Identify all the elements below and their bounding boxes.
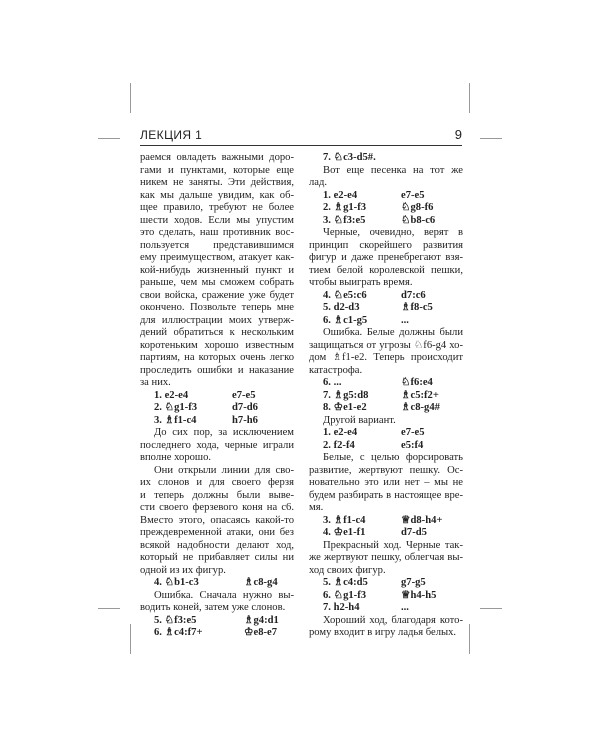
- black-move: e7-e5: [401, 189, 425, 201]
- black-move: ♗c8-g4: [244, 577, 278, 588]
- move-row: [309, 577, 463, 590]
- white-move: 2. ♗g1-f3: [323, 202, 367, 213]
- paragraph: [140, 465, 294, 578]
- white-move: 1. e2-e4: [323, 427, 358, 438]
- text-line: развитие, жертвуют пешку. Ос-: [309, 464, 463, 476]
- move-row: [140, 615, 294, 628]
- move-row: [309, 315, 463, 328]
- text-line: за них.: [140, 377, 171, 388]
- move-row: [309, 202, 463, 215]
- right-column: [309, 152, 463, 640]
- move-row: [309, 215, 463, 228]
- text-line: водить коней, затем уже слонов.: [140, 602, 286, 613]
- text-line: одной из их фигур.: [140, 564, 226, 576]
- move-row: [309, 440, 463, 453]
- paragraph: [309, 415, 463, 428]
- white-move: 1. e2-e4: [154, 389, 189, 401]
- black-move: ♗f8-c5: [401, 302, 433, 313]
- text-line: Ошибка. Сначала нужно вы-: [154, 589, 294, 601]
- text-line: и теперь должны были выве-: [140, 489, 294, 501]
- text-line: дом ♗f1-e2. Теперь происходит: [309, 352, 463, 363]
- text-line: лад.: [309, 177, 328, 188]
- text-line: принцип скорейшего развития: [309, 239, 463, 251]
- move-list: [140, 390, 294, 428]
- text-line: вполне хорошо.: [140, 452, 212, 463]
- move-list: [309, 515, 463, 540]
- text-line: это сделать, наш противник вос-: [140, 227, 294, 238]
- text-line: гами и пунктами, которые еще: [140, 164, 294, 176]
- white-move: 5. d2-d3: [323, 302, 360, 313]
- text-line: Вместо этого, опасаясь какой-то: [140, 514, 294, 526]
- white-move: 6. ...: [323, 377, 342, 388]
- text-line: До сих пор, за исключением: [154, 427, 294, 438]
- move-row: [309, 152, 463, 165]
- move-list: [309, 377, 463, 415]
- text-line: Хороший ход, благодаря кото-: [323, 614, 463, 626]
- paragraph: [309, 540, 463, 578]
- move-row: [309, 290, 463, 303]
- text-line: Белые, с целью форсировать: [323, 452, 463, 463]
- move-row: [309, 190, 463, 203]
- black-move: e5:f4: [401, 439, 424, 451]
- move-row: [140, 577, 294, 590]
- white-move: 4. ♔e1-f1: [323, 527, 366, 538]
- text-line: последнего хода, черные играли: [140, 439, 294, 451]
- white-move: 4. ♘e5:c6: [323, 289, 367, 301]
- move-row: [309, 402, 463, 415]
- move-row: [309, 377, 463, 390]
- white-move: 3. ♗f1-c4: [154, 414, 197, 426]
- crop-mark: [480, 138, 502, 139]
- text-line: их слонов и для своего ферзя: [140, 477, 294, 488]
- text-line: преждевременной атаки, они без: [140, 527, 294, 538]
- text-line: Они открыли линии для сво-: [154, 464, 294, 476]
- left-column: [140, 152, 294, 640]
- black-move: ♘f6:e4: [401, 377, 433, 388]
- black-move: g7-g5: [401, 577, 426, 588]
- crop-mark: [130, 83, 131, 113]
- text-line: Черные, очевидно, верят в: [323, 227, 463, 238]
- white-move: 2. f2-f4: [323, 439, 355, 451]
- text-line: Другой вариант.: [323, 414, 396, 426]
- text-line: будем разбирать в настоящее вре-: [309, 489, 463, 501]
- move-row: [309, 302, 463, 315]
- black-move: ♘g8-f6: [401, 202, 434, 213]
- black-move: ♔e8-e7: [244, 627, 278, 638]
- text-line: как мы дальше увидим, как об-: [140, 189, 294, 201]
- crop-mark: [98, 608, 120, 609]
- white-move: 6. ♘g1-f3: [323, 589, 367, 601]
- move-row: [140, 415, 294, 428]
- text-line: рому входит в игру ладья белых.: [309, 627, 457, 638]
- crop-mark: [480, 608, 502, 609]
- paragraph: [309, 165, 463, 190]
- text-line: проследить ошибки и наказание: [140, 364, 294, 376]
- move-row: [140, 390, 294, 403]
- text-line: мя.: [309, 502, 324, 513]
- white-move: 7. ♗g5:d8: [323, 389, 369, 401]
- black-move: ♕d8-h4+: [401, 514, 443, 526]
- header-rule: [140, 145, 462, 146]
- text-line: Ошибка. Белые должны были: [323, 327, 463, 338]
- move-row: [309, 602, 463, 615]
- white-move: 4. ♘b1-c3: [154, 577, 199, 588]
- black-move: d7-d6: [232, 402, 258, 413]
- text-line: дений обратиться к нескольким: [140, 327, 294, 338]
- black-move: ...: [401, 602, 409, 613]
- white-move: 3. ♗f1-c4: [323, 514, 366, 526]
- white-move: 6. ♗c4:f7+: [154, 627, 203, 638]
- move-row: [309, 515, 463, 528]
- white-move: 7. ♘c3-d5#.: [323, 152, 376, 163]
- text-line: ему преимуществом, атакует как-: [140, 252, 294, 263]
- white-move: 3. ♘f3:e5: [323, 214, 366, 226]
- paragraph: [140, 152, 294, 390]
- black-move: ♗c5:f2+: [401, 389, 439, 401]
- text-line: сти своего ферзевого коня на c6.: [140, 502, 294, 513]
- white-move: 6. ♗c1-g5: [323, 314, 368, 326]
- text-line: партиям, на которых очень легко: [140, 352, 294, 363]
- black-move: h7-h6: [232, 414, 258, 426]
- black-move: ♗g4:d1: [244, 614, 279, 626]
- move-row: [309, 527, 463, 540]
- move-list: [309, 577, 463, 615]
- text-line: пользуется представившимся: [140, 239, 294, 251]
- black-move: ...: [401, 314, 409, 326]
- page-number: 9: [454, 127, 462, 142]
- move-row: [140, 627, 294, 640]
- text-line: шести ходов. Если мы упустим: [140, 214, 294, 226]
- chapter-title: ЛЕКЦИЯ 1: [140, 128, 203, 142]
- crop-mark: [469, 83, 470, 113]
- paragraph: [309, 452, 463, 515]
- text-line: коротеньким хорошо известным: [140, 339, 294, 351]
- paragraph: [140, 427, 294, 465]
- text-line: раемся овладеть важными доро-: [140, 152, 294, 163]
- white-move: 5. ♗c4:d5: [323, 577, 368, 588]
- text-line: фигур и даже пренебрегают взя-: [309, 252, 463, 263]
- paragraph: [309, 227, 463, 290]
- black-move: d7:c6: [401, 289, 426, 301]
- move-list: [309, 427, 463, 452]
- text-line: Вот еще песенка на тот же: [323, 164, 463, 176]
- paragraph: [309, 327, 463, 377]
- text-line: же жертвуют пешку, облегчая вы-: [309, 552, 463, 563]
- move-row: [309, 390, 463, 403]
- white-move: 7. h2-h4: [323, 602, 360, 613]
- text-line: защищаться от угрозы ♘f6-g4 хо-: [309, 339, 463, 351]
- text-line: Прекрасный ход. Черные так-: [323, 539, 463, 551]
- text-line: свои войска, сражение уже будет: [140, 289, 294, 301]
- paragraph: [140, 590, 294, 615]
- text-line: новательно это или нет – мы не: [309, 477, 463, 488]
- white-move: 2. ♘g1-f3: [154, 402, 198, 413]
- text-line: щее правило, требуют не более: [140, 202, 294, 213]
- text-line: который не прибавляет силы ни: [140, 552, 294, 563]
- move-row: [309, 590, 463, 603]
- crop-mark: [130, 624, 131, 654]
- text-line: раньше, чем мы сможем собрать: [140, 277, 294, 288]
- crop-mark: [469, 624, 470, 654]
- black-move: d7-d5: [401, 527, 427, 538]
- text-line: катастрофа.: [309, 364, 363, 376]
- paragraph: [309, 615, 463, 640]
- crop-mark: [98, 138, 120, 139]
- text-line: для иллюстрации моих утверж-: [140, 314, 294, 326]
- white-move: 1. e2-e4: [323, 189, 358, 201]
- text-line: кой-нибудь жизненный пункт и: [140, 264, 294, 276]
- move-row: [309, 427, 463, 440]
- move-list: [309, 190, 463, 228]
- white-move: 5. ♘f3:e5: [154, 614, 197, 626]
- text-line: окончено. Позвольте теперь мне: [140, 302, 294, 313]
- black-move: e7-e5: [232, 389, 256, 401]
- move-list: [140, 577, 294, 590]
- black-move: ♗c8-g4#: [401, 402, 440, 413]
- move-row: [140, 402, 294, 415]
- text-line: тием белой королевской пешки,: [309, 264, 463, 276]
- move-list: [309, 290, 463, 328]
- text-line: всякой надобности делают ход,: [140, 539, 294, 551]
- black-move: ♘b8-c6: [401, 214, 436, 226]
- text-line: ход своих фигур.: [309, 564, 386, 576]
- text-line: никем не заняты. Эти действия,: [140, 177, 294, 188]
- black-move: e7-e5: [401, 427, 425, 438]
- white-move: 8. ♔e1-e2: [323, 402, 367, 413]
- move-list: [140, 615, 294, 640]
- running-header: [140, 124, 462, 144]
- text-line: чтобы выиграть время.: [309, 277, 413, 288]
- black-move: ♕h4-h5: [401, 589, 437, 601]
